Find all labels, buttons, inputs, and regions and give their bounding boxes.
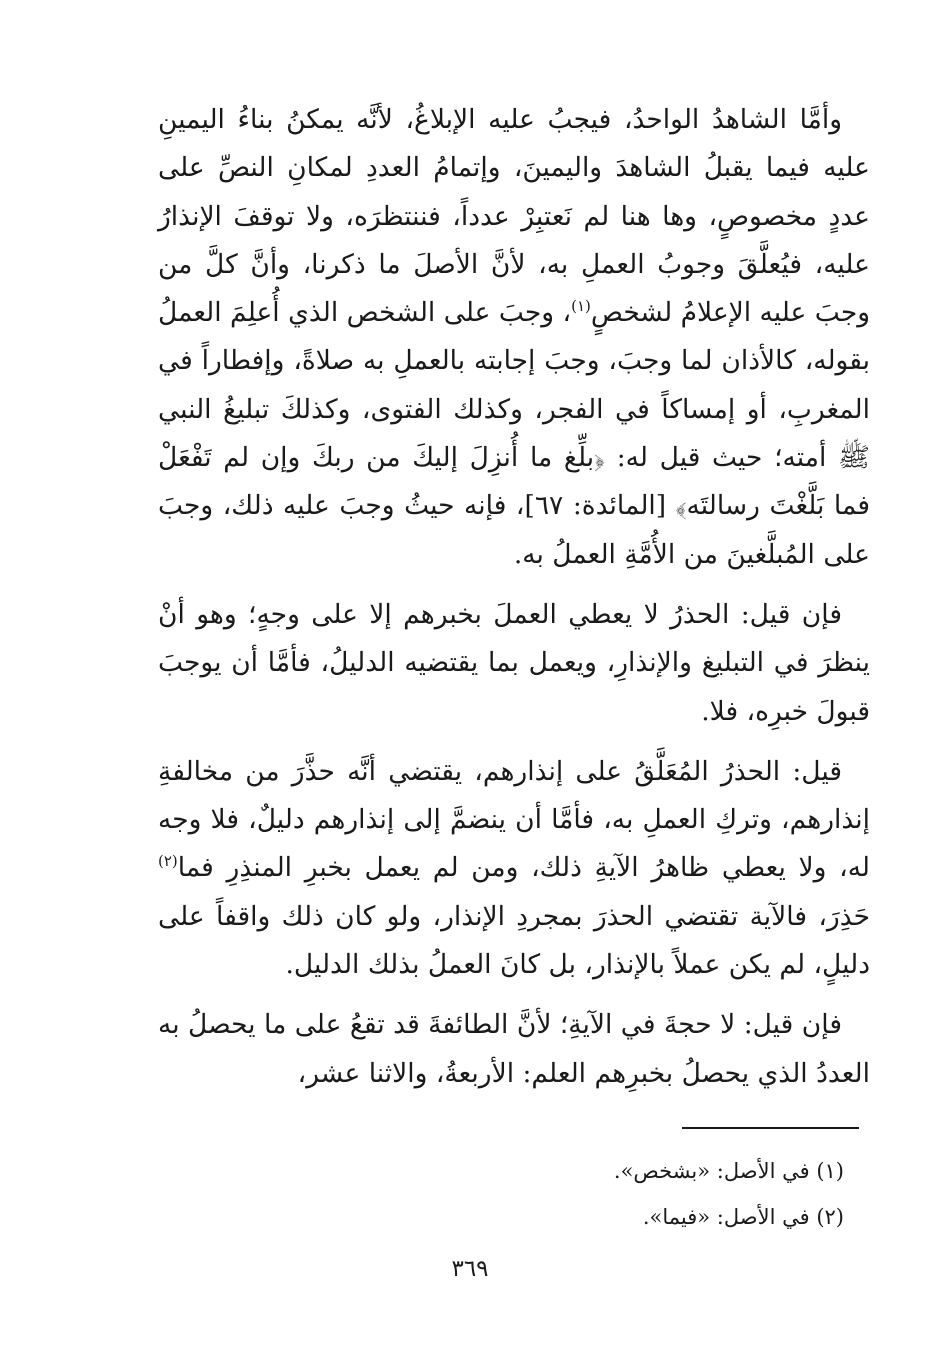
- footnote-2: (٢) في الأصل: «فيما».: [642, 1205, 844, 1229]
- main-text: [158, 96, 870, 1110]
- paragraph-1: [158, 96, 870, 579]
- paragraph-3-text-continued: حَذِرَ، فالآية تقتضي الحذرَ بمجردِ الإنذار، ولو كان ذلك واقفاً على دليلٍ، لم يكن عملاً بالإنذار، بل كانَ العملُ بذلك الدليل.: [158, 900, 870, 981]
- paragraph-1-text: وأمَّا الشاهدُ الواحدُ، فيجبُ عليه الإبلاغُ، لأنَّه يمكنُ بناءُ اليمينِ عليه فيما يقبلُ الشاهدَ واليمينَ، وإتمامُ العددِ لمكانِ النصِّ على عددٍ مخصوصٍ، وها هنا لم نَعتبِرْ عدداً، فننتظرَه، ولا توقفَ الإنذارُ عليه، فيُعلَّقَ وجوبُ العملِ به، لأنَّ الأصلَ ما ذكرنا، وأنَّ كلَّ من وجبَ عليه الإعلامُ لشخصٍ: [158, 104, 870, 329]
- footnote-1: (١) في الأصل: «بشخص».: [613, 1159, 844, 1183]
- footnote-ref-1: (١): [571, 297, 591, 316]
- page-number: ٣٦٩: [451, 1256, 489, 1282]
- footnote-ref-2: (٢): [158, 852, 178, 871]
- footnote-separator: [682, 1127, 859, 1129]
- paragraph-1-text-continued: ، وجبَ على الشخص الذي أُعلِمَ العملُ بقوله، كالأذان لما وجبَ، وجبَ إجابته بالعملِ به صلاةً، وإفطاراً في المغربِ، أو إمساكاً في الفجر، وكذلك الفتوى، وكذلكَ تبليغُ النبي ﷺ أمته؛ حيث قيل له: ﴿بلِّغ ما أُنزِلَ إليكَ من ربكَ وإن لم تَفْعَلْ فما بَلَّغْتَ رسالتَه﴾ [المائدة: ٦٧]، فإنه حيثُ وجبَ عليه ذلك، وجبَ على المُبلَّغينَ من الأُمَّةِ العملُ به.: [158, 297, 870, 570]
- footnotes: [158, 1148, 858, 1240]
- paragraph-2: فإن قيل: الحذرُ لا يعطي العملَ بخبرهم إلا على وجهٍ؛ وهو أنْ ينظرَ في التبليغ والإنذارِ، ويعمل بما يقتضيه الدليلُ، فأمَّا أن يوجبَ قبولَ خبرِه، فلا.: [158, 598, 870, 727]
- paragraph-3: [158, 748, 870, 989]
- paragraph-4: فإن قيل: لا حجةَ في الآيةِ؛ لأنَّ الطائفةَ قد تقعُ على ما يحصلُ به العددُ الذي يحصلُ بخبرِهم العلم: الأربعةُ، والاثنا عشر،: [158, 1009, 870, 1089]
- paragraph-3-text: قيل: الحذرُ المُعَلَّقُ على إنذارهم، يقتضي أنَّه حذَّرَ من مخالفةِ إنذارهم، وتركِ العملِ به، فأمَّا أن ينضمَّ إلى إنذارهم دليلٌ، فلا وجه له، ولا يعطي ظاهرُ الآيةِ ذلك، ومن لم يعمل بخبرِ المنذِرِ فما: [158, 755, 870, 884]
